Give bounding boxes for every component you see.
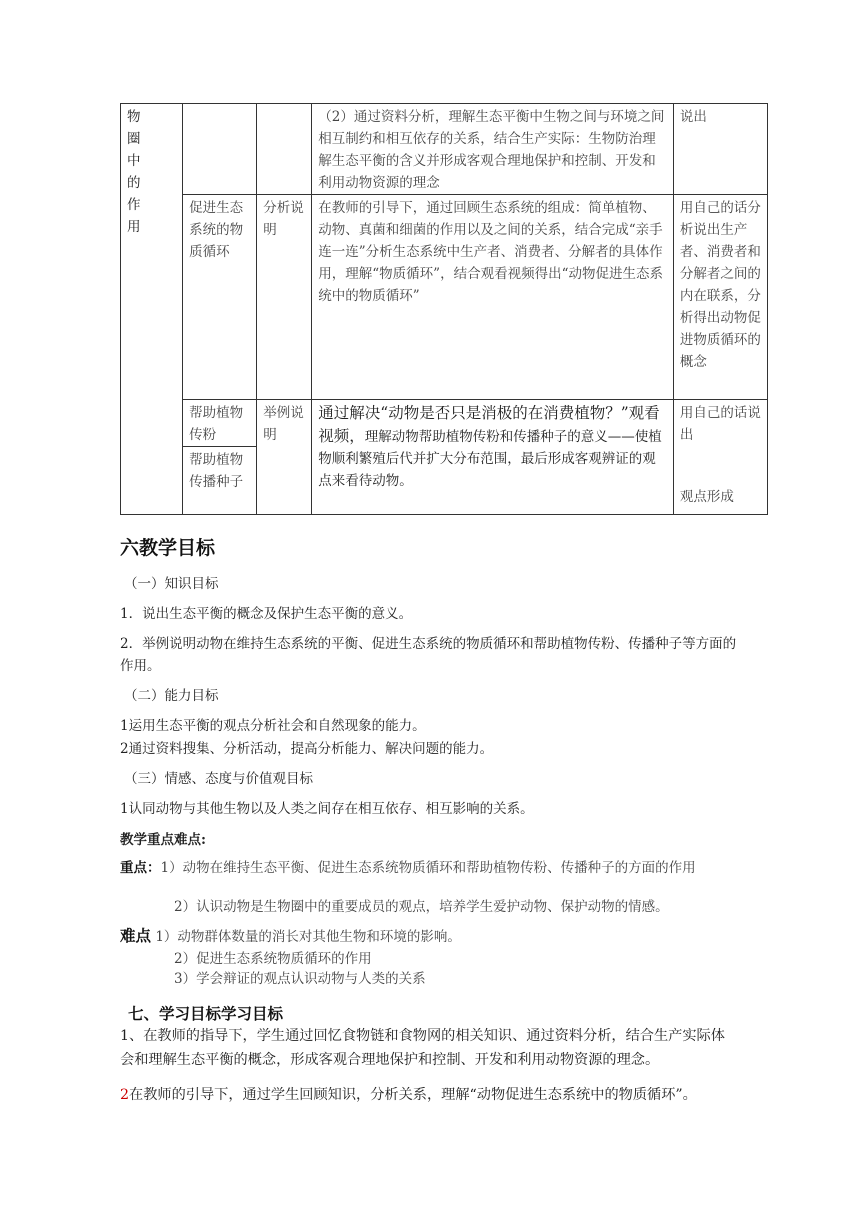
- row3-topic-pollination: 帮助植物传粉: [183, 400, 257, 447]
- ability-item-2: 2通过资料搜集、分析活动，提高分析能力、解决问题的能力。: [120, 741, 494, 757]
- difficulty-1: [120, 925, 760, 948]
- row2-method: 分析说明: [257, 195, 312, 400]
- row3-assessment: [673, 400, 767, 515]
- difficulty-2: 2）促进生态系统物质循环的作用: [174, 951, 372, 967]
- key-difficulty-heading: 教学重点难点:: [120, 832, 206, 848]
- row2-content: 在教师的引导下，通过回顾生态系统的组成：简单植物、动物、真菌和细菌的作用以及之间的关系，结合完成“亲手连一连”分析生态系统中生产者、消费者、分解者的具体作用，理解“物质循环”，结合观看视频得出“动物促进生态系统中的物质循环”: [312, 195, 674, 400]
- emotion-item-1: 1认同动物与其他生物以及人类之间存在相互依存、相互影响的关系。: [120, 801, 534, 817]
- learning-goal-2: [120, 1083, 760, 1107]
- learning-goal-1: 1、在教师的指导下，学生通过回忆食物链和食物网的相关知识、通过资料分析，结合生产实际体会和理解生态平衡的概念，形成客观合理地保护和控制、开发和利用动物资源的理念。: [120, 1028, 725, 1068]
- ability-heading: （二）能力目标: [124, 688, 219, 704]
- key-point-1: [120, 857, 732, 879]
- lesson-plan-table: [120, 103, 768, 515]
- row3-method: 举例说明: [257, 400, 312, 515]
- row2-topic: 促进生态系统的物质循环: [183, 195, 257, 400]
- row3-topic-seeds: 帮助植物传播种子: [183, 447, 257, 515]
- section7-title: 七、学习目标学习目标: [128, 1004, 284, 1023]
- difficulty-1-text: 1）动物群体数量的消长对其他生物和环境的影响。: [155, 929, 461, 945]
- row1-topic: [183, 104, 257, 195]
- key-point-1-text: 1）动物在维持生态平衡、促进生态系统物质循环和帮助植物传粉、传播种子的方面的作用: [160, 860, 696, 876]
- knowledge-item-2: 2．举例说明动物在维持生态系统的平衡、促进生态系统的物质循环和帮助植物传粉、传播种子等方面的作用。: [120, 636, 737, 674]
- row3-content-lead: 通过解决“动物是否只是消极的在消费植物？”观看视频，: [318, 404, 660, 445]
- section6-title: 六教学目标: [120, 537, 216, 559]
- ability-item-1: 1运用生态平衡的观点分析社会和自然现象的能力。: [120, 718, 426, 734]
- table-col1-text: 物圈中的作用: [121, 104, 183, 515]
- row3-content-rest: 理解动物帮助植物传粉和传播种子的意义——使植物顺利繁殖后代并扩大分布范围，最后形成客观辨证的观点来看待动物。: [318, 429, 662, 489]
- row3-assessment-a: 用自己的话说出: [679, 405, 761, 443]
- row3-assessment-b: 观点形成: [679, 489, 734, 505]
- emotion-heading: （三）情感、态度与价值观目标: [124, 771, 313, 787]
- difficulty-label: 难点: [120, 926, 152, 945]
- knowledge-item-1: 1．说出生态平衡的概念及保护生态平衡的意义。: [120, 606, 413, 622]
- learning-goal-2-text: 在教师的引导下，通过学生回顾知识，分析关系，理解“动物促进生态系统中的物质循环”。: [129, 1087, 697, 1103]
- row1-method: [257, 104, 312, 195]
- learning-goal-2-number: 2: [120, 1087, 130, 1103]
- row1-assessment: 说出: [673, 104, 767, 195]
- row1-content: （2）通过资料分析，理解生态平衡中生物之间与环境之间相互制约和相互依存的关系，结合生产实际：生物防治理解生态平衡的含义并形成客观合理地保护和控制、开发和利用动物资源的理念: [312, 104, 674, 195]
- row3-content: [312, 400, 674, 515]
- row2-assessment: 用自己的话分析说出生产者、消费者和分解者之间的内在联系，分析得出动物促进物质循环的概念: [673, 195, 767, 400]
- key-label: 重点：: [120, 860, 161, 876]
- difficulty-3: 3）学会辩证的观点认识动物与人类的关系: [174, 971, 426, 987]
- key-point-2: 2）认识动物是生物圈中的重要成员的观点，培养学生爱护动物、保护动物的情感。: [174, 899, 669, 915]
- knowledge-heading: （一）知识目标: [124, 576, 219, 592]
